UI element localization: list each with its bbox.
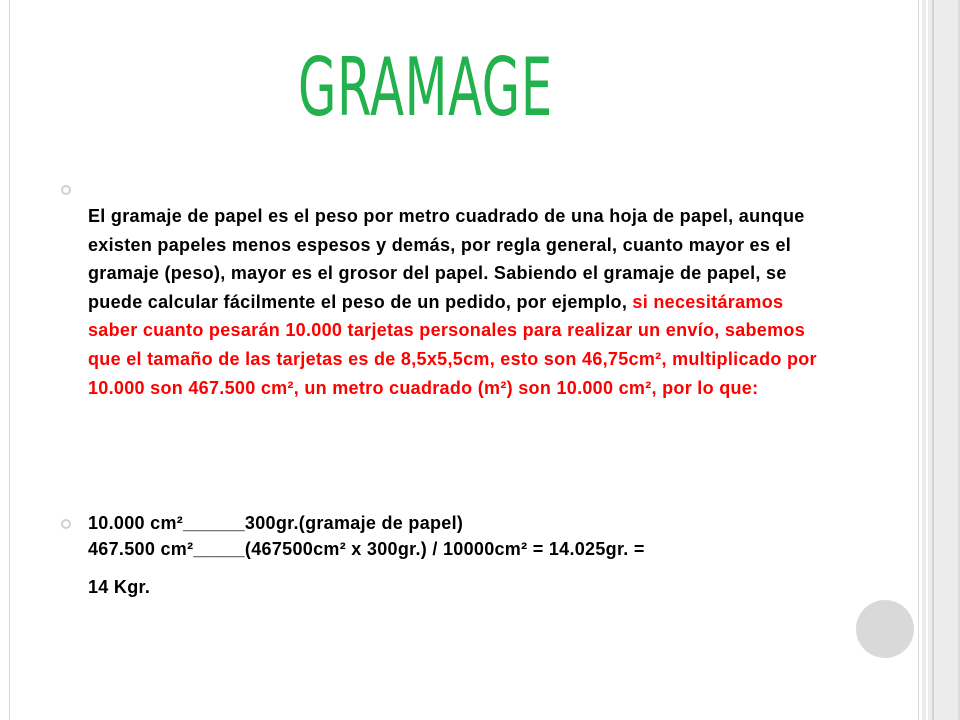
paragraph-highlight: si necesitáramos saber cuanto pesarán 10.000 tarjetas personales para realizar un envío, sabemos que el tamaño de las tarjetas es de 8,5x5,5cm, esto son 46,75cm², multiplicado por 10.000 son 467.500 cm², un metro cuadrado (m²) son 10.000 cm², por lo que: (88, 291, 817, 398)
paragraph-text: El gramaje de papel es el peso por metro cuadrado de una hoja de papel, aunque existen papeles menos espesos y demás, por regla general, cuanto mayor es el gramaje (peso), mayor es el grosor del papel. Sabiendo el gramaje de papel, se puede calcular fácilmente el peso de un pedido, por ejemplo, (88, 206, 805, 312)
bullet-icon (61, 519, 71, 529)
formula-line: 10.000 cm²______300gr.(gramaje de papel) (88, 513, 464, 533)
body-paragraph (88, 202, 823, 402)
formula-block (88, 510, 848, 600)
slide-frame-right (918, 0, 919, 720)
formula-result: 14 Kgr. (88, 577, 151, 597)
slide-frame-left (9, 0, 10, 720)
decorative-circle (856, 600, 914, 658)
slide-title: GRAMAGE (298, 41, 553, 134)
bullet-icon (61, 185, 71, 195)
side-band-line (926, 0, 928, 720)
side-band-line (932, 0, 934, 720)
formula-line: 467.500 cm²_____(467500cm² x 300gr.) / 10000cm² = 14.025gr. = (88, 539, 645, 559)
